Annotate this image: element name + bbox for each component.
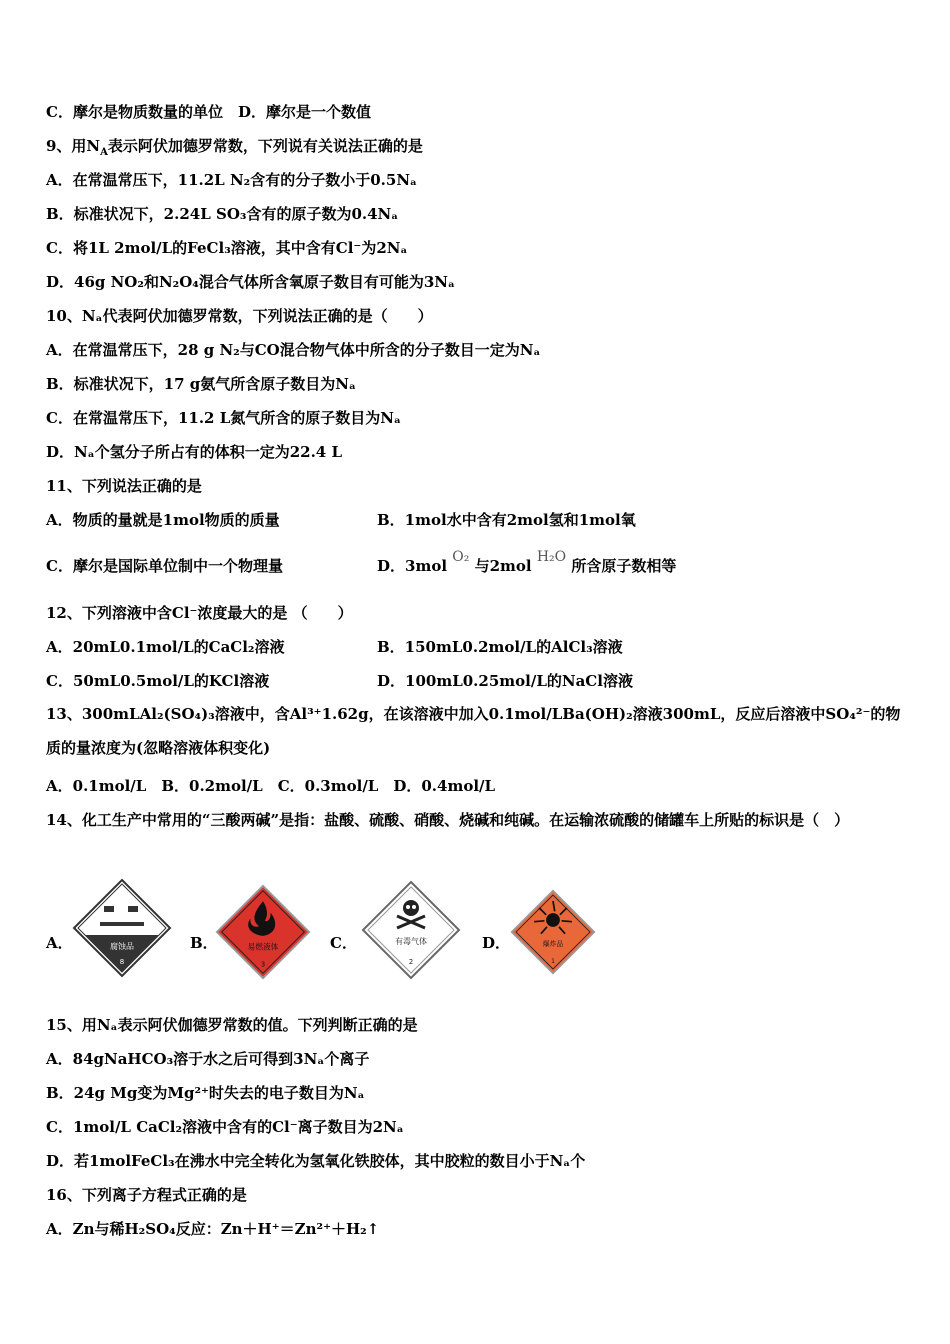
q9-sub: A [100,147,108,158]
q11-option-d [377,549,677,577]
q15-option-a: A．84gNaHCO₃溶于水之后可得到3Nₐ个离子 [46,1050,370,1068]
question-16: 16、下列离子方程式正确的是 [46,1186,247,1204]
question-13: 13、300mLAl₂(SO₄)₃溶液中，含Al³⁺1.62g，在该溶液中加入0.1mol/LBa(OH)₂溶液300mL，反应后溶液中SO₄²⁻的物质的量浓度为(忽略溶液体积变化) [46,705,901,757]
q10-option-b: B．标准状况下，17 g氨气所含原子数目为Nₐ [46,375,356,393]
sign-c-label: C． [330,934,357,952]
sign-a-num: 8 [119,958,125,966]
q12-option-a: A．20mL0.1mol/L的CaCl₂溶液 [46,638,285,656]
q11d-part2: 与2mol [474,557,532,575]
sign-c-num: 2 [408,958,414,966]
sign-d-num: 1 [551,957,555,965]
q10-option-a: A．在常温常压下，28 g N₂与CO混合物气体中所含的分子数目一定为Nₐ [46,341,541,359]
sign-b-num: 3 [260,960,266,969]
q9-option-d: D．46g NO₂和N₂O₄混合气体所含氧原子数目有可能为3Nₐ [46,273,455,291]
q16-option-a: A．Zn与稀H₂SO₄反应：Zn＋H⁺＝Zn²⁺＋H₂↑ [46,1220,380,1238]
q15-option-b: B．24g Mg变为Mg²⁺时失去的电子数目为Nₐ [46,1084,365,1102]
sign-d-text: 爆炸品 [542,939,564,948]
q9-text-2: 表示阿伏加德罗常数，下列说有关说法正确的是 [107,137,423,155]
q11-option-b: B．1mol水中含有2mol氢和1mol氧 [377,511,636,529]
q9-option-a: A．在常温常压下，11.2L N₂含有的分子数小于0.5Nₐ [46,171,418,189]
question-10: 10、Nₐ代表阿伏加德罗常数，下列说法正确的是（ ） [46,307,433,325]
q11-option-a: A．物质的量就是1mol物质的质量 [46,511,280,529]
q11d-part3: 所含原子数相等 [571,557,677,575]
h2o-formula: H₂O [536,549,567,565]
flammable-sign [215,884,311,980]
toxic-sign [358,880,464,980]
explosive-sign [510,888,596,976]
q13-options: A．0.1mol/L B．0.2mol/L C．0.3mol/L D．0.4mol/L [46,777,496,795]
q9-option-b: B．标准状况下，2.24L SO₃含有的原子数为0.4Nₐ [46,205,399,223]
q15-option-c: C．1mol/L CaCl₂溶液中含有的Cl⁻离子数目为2Nₐ [46,1118,404,1136]
question-12: 12、下列溶液中含Cl⁻浓度最大的是 （ ） [46,604,353,622]
option-line: C．摩尔是物质数量的单位 D．摩尔是一个数值 [46,103,371,121]
q11d-part1: D．3mol [377,557,448,575]
q10-option-c: C．在常温常压下，11.2 L氮气所含的原子数目为Nₐ [46,409,401,427]
q9-option-c: C．将1L 2mol/L的FeCl₃溶液，其中含有Cl⁻为2Nₐ [46,239,408,257]
question-11: 11、下列说法正确的是 [46,477,202,495]
question-9 [46,136,423,163]
q11-option-c: C．摩尔是国际单位制中一个物理量 [46,557,283,575]
q15-option-d: D．若1molFeCl₃在沸水中完全转化为氢氧化铁胶体，其中胶粒的数目小于Nₐ个 [46,1152,586,1170]
q12-option-c: C．50mL0.5mol/L的KCl溶液 [46,672,270,690]
sign-b-text: 易燃液体 [247,942,279,952]
sign-b-label: B． [190,934,218,952]
question-14: 14、化工生产中常用的“三酸两碱”是指：盐酸、硫酸、硝酸、烧碱和纯碱。在运输浓硫酸的储罐车上所贴的标识是（ ） [46,811,850,829]
sign-a-label: A． [46,934,73,952]
sign-a-text: 腐蚀品 [110,942,134,951]
q12-option-b: B．150mL0.2mol/L的AlCl₃溶液 [377,638,623,656]
o2-formula: O₂ [452,549,470,565]
question-15: 15、用Nₐ表示阿伏伽德罗常数的值。下列判断正确的是 [46,1016,418,1034]
q10-option-d: D．Nₐ个氢分子所占有的体积一定为22.4 L [46,443,343,461]
q12-option-d: D．100mL0.25mol/L的NaCl溶液 [377,672,633,690]
q9-text: 9、用N [46,137,101,155]
sign-d-label: D． [482,934,511,952]
sign-c-text: 有毒气体 [395,937,427,946]
corrosive-sign [72,878,172,978]
